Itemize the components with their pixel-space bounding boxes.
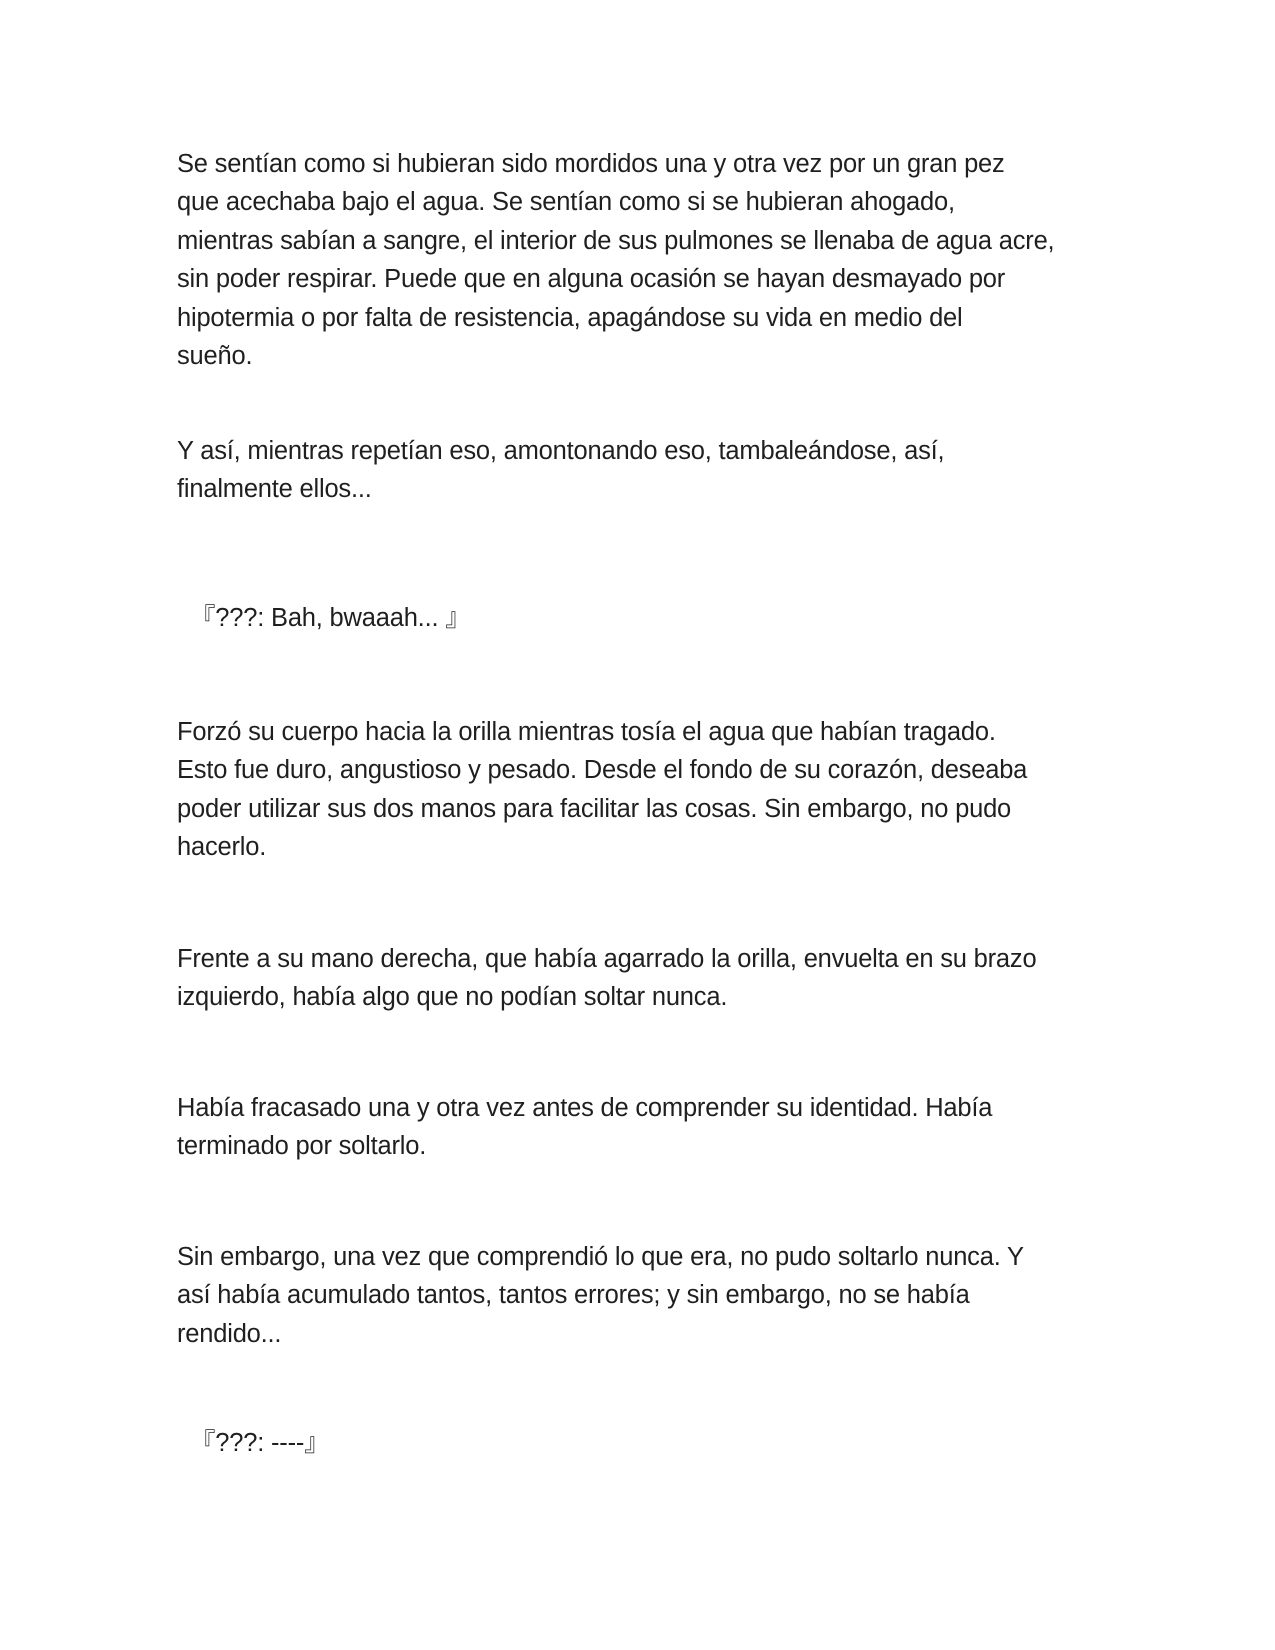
paragraph-4: Frente a su mano derecha, que había agarrado la orilla, envuelta en su brazo izquierdo, había algo que no podían soltar nunca. xyxy=(177,945,1037,1012)
paragraph-5: Había fracasado una y otra vez antes de comprender su identidad. Había terminado por soltarlo. xyxy=(177,1094,993,1161)
paragraph-1: Se sentían como si hubieran sido mordidos una y otra vez por un gran pez que acechaba bajo el agua. Se sentían como si se hubieran ahogado, mientras sabían a sangre, el interior de sus pulmones se llenaba de agua acre, sin poder respirar. Puede que en alguna ocasión se hayan desmayado por hipotermia o por falta de resistencia, apagándose su vida en medio del sueño. xyxy=(177,150,1055,371)
dialogue-line-2: 『???: ----』 xyxy=(190,1429,330,1457)
paragraph-2: Y así, mientras repetían eso, amontonando eso, tambaleándose, así, finalmente ellos... xyxy=(177,437,945,504)
dialogue-line-1: 『???: Bah, bwaaah... 』 xyxy=(190,604,471,632)
paragraph-6: Sin embargo, una vez que comprendió lo que era, no pudo soltarlo nunca. Y así había acumulado tantos, tantos errores; y sin embargo, no se había rendido... xyxy=(177,1243,1024,1348)
paragraph-3: Forzó su cuerpo hacia la orilla mientras tosía el agua que habían tragado. Esto fue duro, angustioso y pesado. Desde el fondo de su corazón, deseaba poder utilizar sus dos manos para facilitar las cosas. Sin embargo, no pudo hacerlo. xyxy=(177,718,1028,862)
